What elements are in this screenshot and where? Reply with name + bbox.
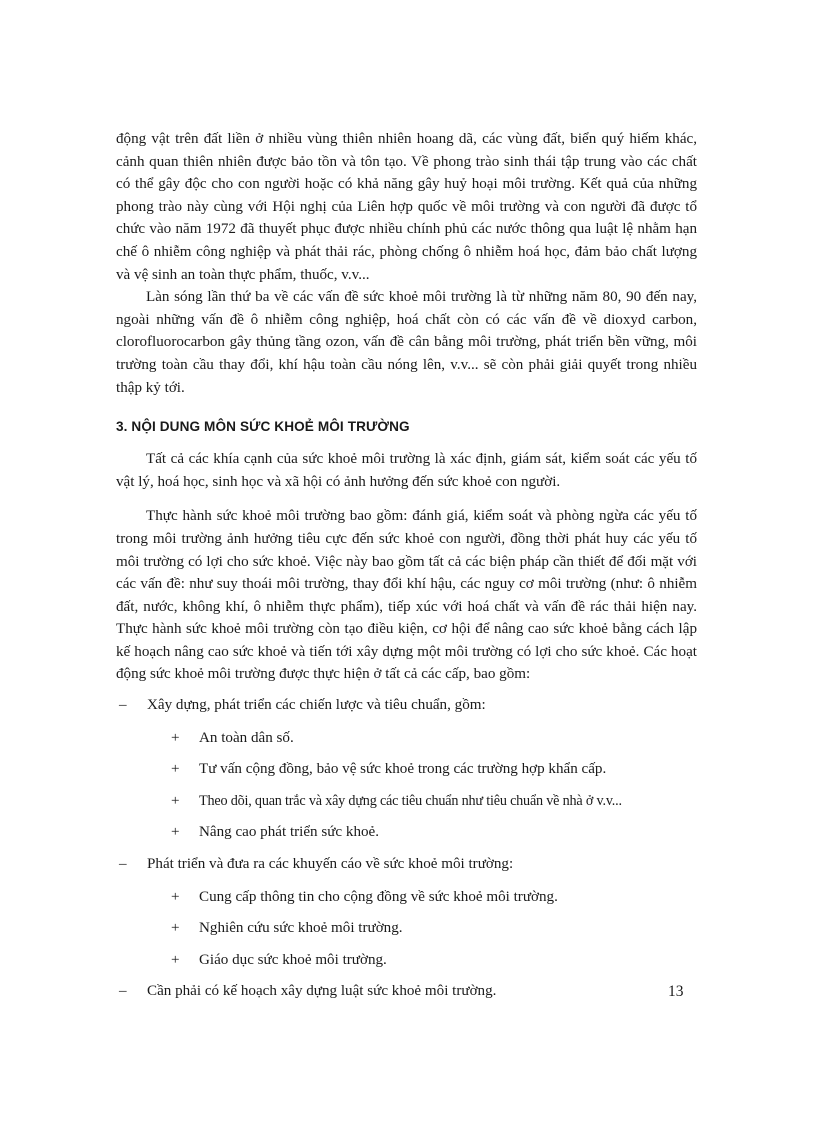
sub-list-item	[116, 727, 697, 750]
sub-list	[116, 886, 697, 972]
section-heading: 3. NỘI DUNG MÔN SỨC KHOẺ MÔI TRƯỜNG	[116, 419, 410, 435]
page-body	[116, 128, 697, 1003]
plus-bullet: +	[171, 729, 180, 746]
list-item	[116, 694, 697, 844]
sub-list-item	[116, 917, 697, 940]
sub-list-item	[116, 949, 697, 972]
sub-item-text: An toàn dân số.	[199, 729, 294, 746]
sub-item-text: Nghiên cứu sức khoẻ môi trường.	[199, 920, 403, 937]
dash-bullet: –	[119, 983, 127, 1000]
plus-bullet: +	[171, 792, 180, 809]
paragraph-section-2: Thực hành sức khoẻ môi trường bao gồm: đánh giá, kiểm soát và phòng ngừa các yếu tố trong môi trường ảnh hưởng tiêu cực đến sức khoẻ con người, đồng thời phát huy các yếu tố môi trường có lợi cho sức khoẻ. Việc này bao gồm tất cả các biện pháp cần thiết để đối mặt với các vấn đề: như suy thoái môi trường, thay đổi khí hậu, các nguy cơ môi trường (như: ô nhiễm đất, nước, không khí, ô nhiễm thực phẩm), tiếp xúc với hoá chất và vấn đề rác thải hiện nay. Thực hành sức khoẻ môi trường còn tạo điều kiện, cơ hội để nâng cao sức khoẻ bằng cách lập kế hoạch nâng cao sức khoẻ và tiến tới xây dựng một môi trường có lợi cho sức khoẻ. Các hoạt động sức khoẻ môi trường được thực hiện ở tất cả các cấp, bao gồm:	[116, 508, 697, 683]
sub-item-text: Theo dõi, quan trắc và xây dựng các tiêu chuẩn như tiêu chuẩn về nhà ở v.v...	[199, 792, 622, 809]
page-number: 13	[668, 983, 684, 1000]
list-item	[116, 980, 697, 1003]
plus-bullet: +	[171, 761, 180, 778]
plus-bullet: +	[171, 824, 180, 841]
activity-list	[116, 694, 697, 1003]
sub-item-text: Nâng cao phát triển sức khoẻ.	[199, 824, 380, 841]
sub-list	[116, 727, 697, 844]
sub-item-text: Cung cấp thông tin cho cộng đồng về sức khoẻ môi trường.	[199, 888, 558, 905]
sub-list-item	[116, 790, 697, 813]
plus-bullet: +	[171, 888, 180, 905]
paragraph-section-1: Tất cả các khía cạnh của sức khoẻ môi trường là xác định, giám sát, kiểm soát các yếu tố vật lý, hoá học, sinh học và xã hội có ảnh hưởng đến sức khoẻ con người.	[116, 451, 697, 490]
paragraph-intro-2: Làn sóng lần thứ ba về các vấn đề sức khoẻ môi trường là từ những năm 80, 90 đến nay, ngoài những vấn đề ô nhiễm công nghiệp, hoá chất còn có các vấn đề về dioxyd carbon, clorofluorocarbon gây thủng tầng ozon, vấn đề cân bằng môi trường, phát triển bền vững, môi trường toàn cầu thay đổi, khí hậu toàn cầu nóng lên, v.v... sẽ còn phải giải quyết trong nhiều thập kỷ tới.	[116, 289, 697, 396]
list-item-text: Cần phải có kế hoạch xây dựng luật sức khoẻ môi trường.	[147, 983, 497, 1000]
plus-bullet: +	[171, 920, 180, 937]
list-item	[116, 853, 697, 971]
sub-list-item	[116, 758, 697, 781]
dash-bullet: –	[119, 856, 127, 873]
sub-item-text: Giáo dục sức khoẻ môi trường.	[199, 951, 387, 968]
sub-list-item	[116, 821, 697, 844]
list-item-text: Xây dựng, phát triển các chiến lược và tiêu chuẩn, gồm:	[147, 697, 486, 714]
plus-bullet: +	[171, 951, 180, 968]
dash-bullet: –	[119, 697, 127, 714]
sub-item-text: Tư vấn cộng đồng, bảo vệ sức khoẻ trong các trường hợp khẩn cấp.	[199, 761, 607, 778]
sub-list-item	[116, 886, 697, 909]
list-item-text: Phát triển và đưa ra các khuyến cáo về sức khoẻ môi trường:	[147, 856, 514, 873]
paragraph-intro-1: động vật trên đất liền ở nhiều vùng thiên nhiên hoang dã, các vùng đất, biển quý hiếm khác, cảnh quan thiên nhiên được bảo tồn và tôn tạo. Về phong trào sinh thái tập trung vào các chất có thể gây độc cho con người hoặc có khả năng gây huỷ hoại môi trường. Kết quả của những phong trào này cùng với Hội nghị của Liên hợp quốc về môi trường và con người đã được tổ chức vào năm 1972 đã thuyết phục được nhiều chính phủ các nước thông qua luật lệ nhằm hạn chế ô nhiễm công nghiệp và phát thải rác, phòng chống ô nhiễm hoá học, đảm bảo chất lượng và vệ sinh an toàn thực phẩm, thuốc, v.v...	[116, 131, 697, 283]
